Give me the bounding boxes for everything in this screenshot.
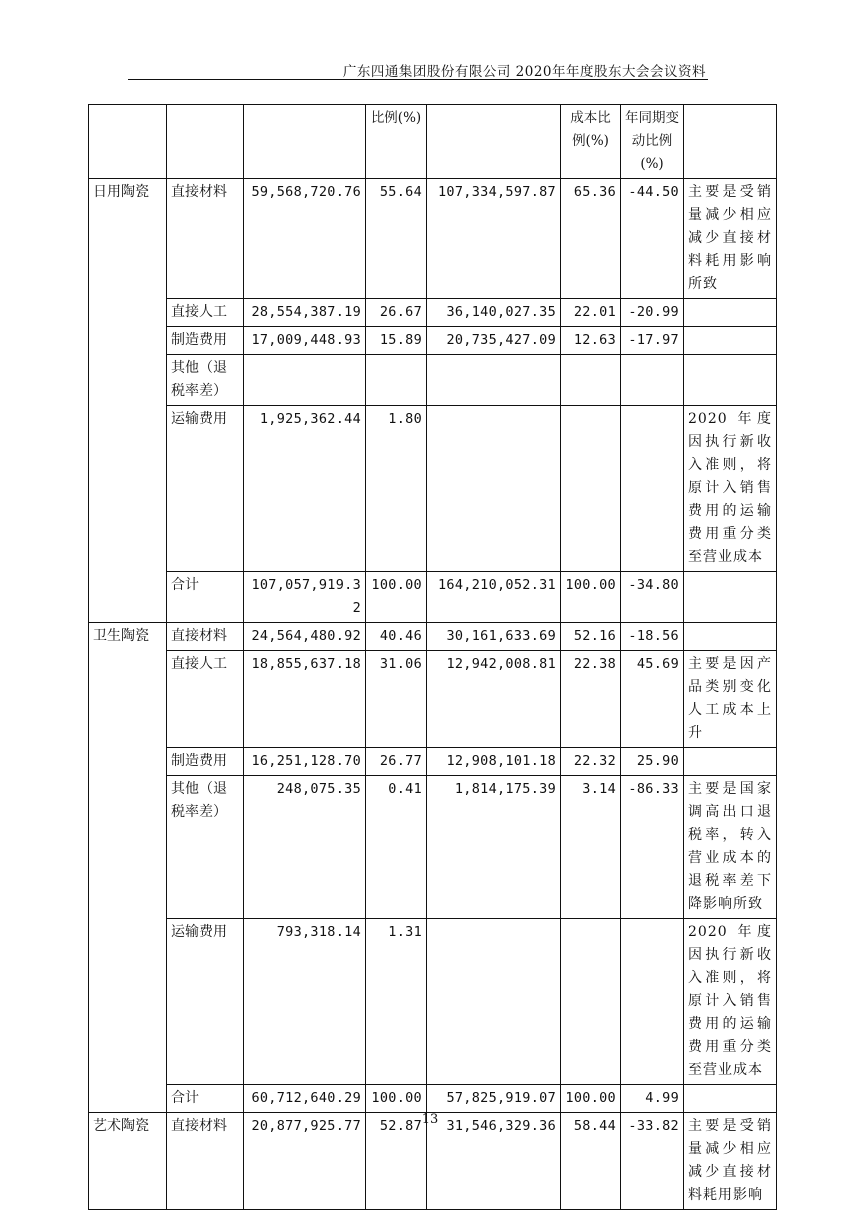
header-cell (427, 105, 561, 179)
ratio-cell: 1.31 (366, 919, 427, 1085)
prior-ratio-cell: 52.16 (561, 623, 621, 651)
amount-cell: 248,075.35 (244, 776, 366, 919)
ratio-cell: 1.80 (366, 406, 427, 572)
change-cell: -18.56 (621, 623, 684, 651)
item-cell: 直接材料 (167, 623, 244, 651)
change-cell: -33.82 (621, 1113, 684, 1210)
change-cell (621, 919, 684, 1085)
item-cell: 合计 (167, 572, 244, 623)
note-cell: 主要是受销量减少相应减少直接材料耗用影响 (684, 1113, 777, 1210)
table-row (89, 651, 777, 748)
note-cell (684, 623, 777, 651)
note-cell: 主要是国家调高出口退税率，转入营业成本的退税率差下降影响所致 (684, 776, 777, 919)
prior-amount-cell: 164,210,052.31 (427, 572, 561, 623)
prior-ratio-cell (561, 919, 621, 1085)
header-rule (128, 79, 708, 80)
table-row (89, 299, 777, 327)
change-cell: -20.99 (621, 299, 684, 327)
ratio-cell: 40.46 (366, 623, 427, 651)
item-cell: 运输费用 (167, 406, 244, 572)
item-cell: 合计 (167, 1085, 244, 1113)
header-cell: 年同期变动比例(%) (621, 105, 684, 179)
change-cell (621, 355, 684, 406)
amount-cell: 107,057,919.32 (244, 572, 366, 623)
prior-amount-cell: 30,161,633.69 (427, 623, 561, 651)
amount-cell: 24,564,480.92 (244, 623, 366, 651)
document-header: 广东四通集团股份有限公司 2020年年度股东大会会议资料 (342, 64, 706, 80)
prior-amount-cell (427, 406, 561, 572)
note-cell (684, 1085, 777, 1113)
prior-amount-cell (427, 355, 561, 406)
prior-ratio-cell: 58.44 (561, 1113, 621, 1210)
table-row (89, 748, 777, 776)
note-cell: 主要是受销量减少相应减少直接材料耗用影响所致 (684, 179, 777, 299)
prior-ratio-cell: 22.38 (561, 651, 621, 748)
ratio-cell: 26.67 (366, 299, 427, 327)
amount-cell: 20,877,925.77 (244, 1113, 366, 1210)
prior-ratio-cell: 100.00 (561, 1085, 621, 1113)
amount-cell: 60,712,640.29 (244, 1085, 366, 1113)
amount-cell: 793,318.14 (244, 919, 366, 1085)
amount-cell: 59,568,720.76 (244, 179, 366, 299)
header-cell (167, 105, 244, 179)
change-cell: -17.97 (621, 327, 684, 355)
item-cell: 直接人工 (167, 651, 244, 748)
note-cell: 主要是因产品类别变化人工成本上升 (684, 651, 777, 748)
header-cell (244, 105, 366, 179)
item-cell: 制造费用 (167, 327, 244, 355)
change-cell: -44.50 (621, 179, 684, 299)
prior-amount-cell (427, 919, 561, 1085)
change-cell (621, 406, 684, 572)
prior-ratio-cell: 22.01 (561, 299, 621, 327)
ratio-cell: 31.06 (366, 651, 427, 748)
note-cell: 2020 年度因执行新收入准则，将原计入销售费用的运输费用重分类至营业成本 (684, 919, 777, 1085)
prior-ratio-cell: 3.14 (561, 776, 621, 919)
change-cell: -86.33 (621, 776, 684, 919)
header-cell (684, 105, 777, 179)
change-cell: 4.99 (621, 1085, 684, 1113)
page-number: 13 (421, 1112, 439, 1127)
item-cell: 直接人工 (167, 299, 244, 327)
prior-amount-cell: 20,735,427.09 (427, 327, 561, 355)
ratio-cell: 15.89 (366, 327, 427, 355)
change-cell: 45.69 (621, 651, 684, 748)
cost-analysis-table (88, 104, 777, 1210)
amount-cell: 18,855,637.18 (244, 651, 366, 748)
item-cell: 直接材料 (167, 179, 244, 299)
table-row (89, 1113, 777, 1210)
item-cell: 直接材料 (167, 1113, 244, 1210)
note-cell (684, 748, 777, 776)
table-row (89, 572, 777, 623)
item-cell: 运输费用 (167, 919, 244, 1085)
ratio-cell: 26.77 (366, 748, 427, 776)
table-row (89, 1085, 777, 1113)
note-cell (684, 327, 777, 355)
header-cell: 成本比例(%) (561, 105, 621, 179)
table-row (89, 776, 777, 919)
ratio-cell: 100.00 (366, 1085, 427, 1113)
table-row (89, 406, 777, 572)
item-cell: 制造费用 (167, 748, 244, 776)
ratio-cell: 0.41 (366, 776, 427, 919)
item-cell: 其他（退税率差） (167, 776, 244, 919)
change-cell: 25.90 (621, 748, 684, 776)
ratio-cell: 55.64 (366, 179, 427, 299)
header-row (89, 105, 777, 179)
category-cell: 日用陶瓷 (89, 179, 167, 623)
amount-cell: 1,925,362.44 (244, 406, 366, 572)
prior-ratio-cell: 12.63 (561, 327, 621, 355)
prior-amount-cell: 36,140,027.35 (427, 299, 561, 327)
ratio-cell: 100.00 (366, 572, 427, 623)
prior-ratio-cell (561, 406, 621, 572)
note-cell (684, 572, 777, 623)
prior-ratio-cell (561, 355, 621, 406)
prior-amount-cell: 1,814,175.39 (427, 776, 561, 919)
header-cell: 比例(%) (366, 105, 427, 179)
table-row (89, 327, 777, 355)
prior-amount-cell: 107,334,597.87 (427, 179, 561, 299)
header-cell (89, 105, 167, 179)
prior-amount-cell: 31,546,329.36 (427, 1113, 561, 1210)
category-cell: 艺术陶瓷 (89, 1113, 167, 1210)
amount-cell (244, 355, 366, 406)
category-cell: 卫生陶瓷 (89, 623, 167, 1113)
prior-ratio-cell: 22.32 (561, 748, 621, 776)
table-row (89, 179, 777, 299)
change-cell: -34.80 (621, 572, 684, 623)
amount-cell: 16,251,128.70 (244, 748, 366, 776)
note-cell (684, 299, 777, 327)
ratio-cell: 52.87 (366, 1113, 427, 1210)
item-cell: 其他（退税率差） (167, 355, 244, 406)
note-cell (684, 355, 777, 406)
note-cell: 2020 年度因执行新收入准则，将原计入销售费用的运输费用重分类至营业成本 (684, 406, 777, 572)
amount-cell: 28,554,387.19 (244, 299, 366, 327)
ratio-cell (366, 355, 427, 406)
prior-amount-cell: 57,825,919.07 (427, 1085, 561, 1113)
amount-cell: 17,009,448.93 (244, 327, 366, 355)
prior-amount-cell: 12,942,008.81 (427, 651, 561, 748)
table-row (89, 623, 777, 651)
prior-ratio-cell: 65.36 (561, 179, 621, 299)
table-row (89, 919, 777, 1085)
prior-ratio-cell: 100.00 (561, 572, 621, 623)
prior-amount-cell: 12,908,101.18 (427, 748, 561, 776)
table-row (89, 355, 777, 406)
